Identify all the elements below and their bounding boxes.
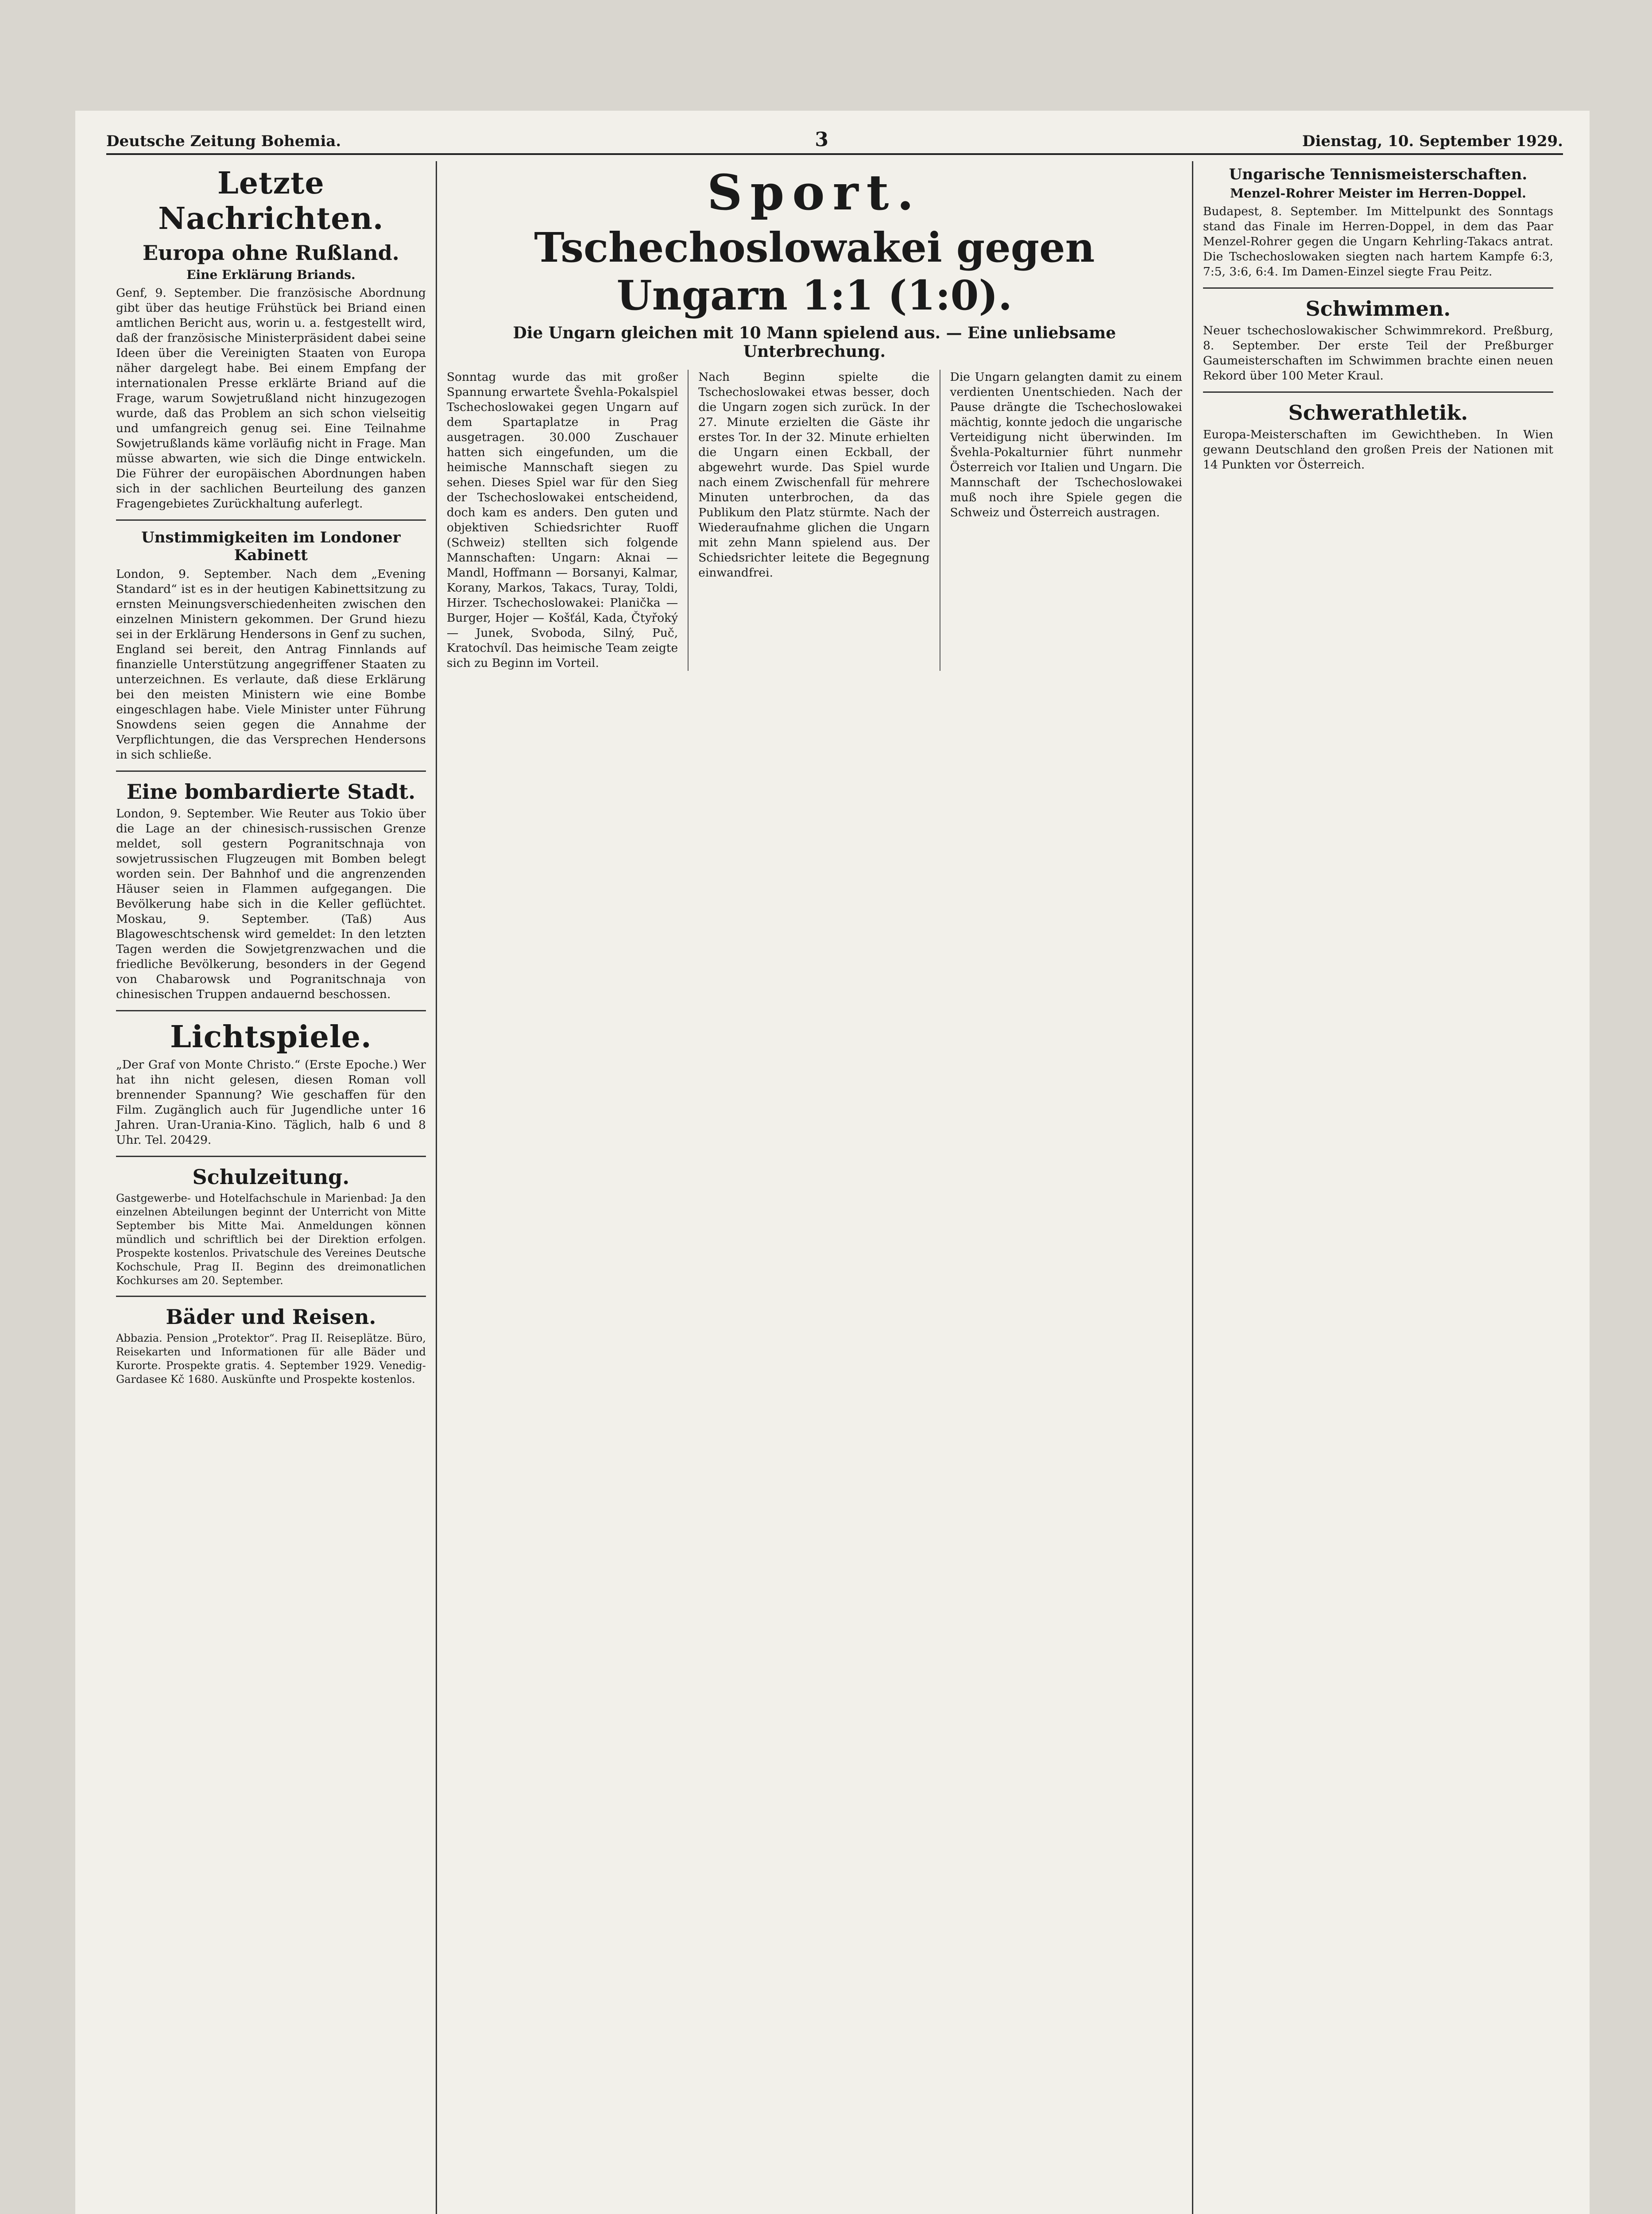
paper-name: Deutsche Zeitung Bohemia. bbox=[106, 132, 341, 150]
school-heading: Schulzeitung. bbox=[192, 1165, 350, 1189]
bombed-city-heading: Eine bombardierte Stadt. bbox=[126, 780, 416, 804]
tennis-subtitle: Menzel-Rohrer Meister im Herren-Doppel. bbox=[1230, 186, 1526, 201]
issue-date: Dienstag, 10. September 1929. bbox=[1302, 132, 1563, 150]
sport-column-3 bbox=[940, 370, 1192, 671]
match-subheadline: Die Ungarn gleichen mit 10 Mann spielend aus. — Eine unliebsame Unterbrechung. bbox=[513, 324, 1116, 361]
weightlifting-heading: Schwerathletik. bbox=[1288, 401, 1468, 425]
newspaper-page bbox=[75, 111, 1590, 2214]
right-column bbox=[1193, 161, 1563, 2214]
tennis-heading: Ungarische Tennismeisterschaften. bbox=[1229, 166, 1528, 183]
page-number: 3 bbox=[815, 128, 828, 151]
sport-column-1 bbox=[437, 370, 689, 671]
match-report-part-2: Nach Beginn spielte die Tschechoslowakei etwas besser, doch die Ungarn zogen sich zurück. In der 27. Minute erzielten die Gäste ihr erstes Tor. In der 32. Minute erhielten die Ungarn einen Eckball, der abgewehrt wurde. Das Spiel wurde nach einem Zwischenfall für mehrere Minuten unterbrochen, da das Publikum den Platz stürmte. Nach der Wiederaufnahme glichen die Ungarn mit zehn Mann spielend aus. Der Schiedsrichter leitete die Begegnung einwandfrei. bbox=[698, 370, 930, 580]
weightlifting-body: Europa-Meisterschaften im Gewichtheben. In Wien gewann Deutschland den großen Preis der Nationen mit 14 Punkten vor Österreich. bbox=[1203, 428, 1553, 472]
sport-heading: Sport. bbox=[707, 164, 922, 221]
tennis-body: Budapest, 8. September. Im Mittelpunkt des Sonntags stand das Finale im Herren-Doppel, in dem das Paar Menzel-Rohrer gegen die Ungarn Kehrling-Takacs antrat. Die Tschechoslowaken siegten nach hartem Kampfe 6:3, 7:5, 3:6, 6:4. Im Damen-Einzel siegte Frau Peitz. bbox=[1203, 205, 1553, 279]
left-column bbox=[106, 161, 437, 2214]
sport-section bbox=[437, 161, 1193, 2214]
cinema-body: „Der Graf von Monte Christo.“ (Erste Epoche.) Wer hat ihn nicht gelesen, diesen Roman voll brennender Spannung? Wie geschaffen für den Film. Zugänglich auch für Jugendliche unter 16 Jahren. Uran-Urania-Kino. Täglich, halb 6 und 8 Uhr. Tel. 20429. bbox=[116, 1058, 426, 1147]
match-report-part-3: Die Ungarn gelangten damit zu einem verdienten Unentschieden. Nach der Pause drängte die Tschechoslowakei mächtig, konnte jedoch die ungarische Verteidigung nicht überwinden. Im Švehla-Pokalturnier führt nunmehr Österreich vor Italien und Ungarn. Die Mannschaft der Tschechoslowakei muß noch ihre Spiele gegen die Schweiz und Österreich austragen. bbox=[950, 370, 1182, 519]
swimming-heading: Schwimmen. bbox=[1305, 297, 1451, 321]
latest-news-kicker: Eine Erklärung Briands. bbox=[186, 267, 356, 282]
baths-heading: Bäder und Reisen. bbox=[166, 1305, 376, 1329]
sport-column-2 bbox=[689, 370, 940, 671]
swimming-body: Neuer tschechoslowakischer Schwimmrekord. Preßburg, 8. September. Der erste Teil der Preßburger Gaumeisterschaften im Schwimmen brachte einen neuen Rekord über 100 Meter Kraul. bbox=[1203, 324, 1553, 383]
baths-body: Abbazia. Pension „Protektor“. Prag II. Reiseplätze. Büro, Reisekarten und Informationen für alle Bäder und Kurorte. Prospekte gratis. 4. September 1929. Venedig-Gardasee Kč 1680. Auskünfte und Prospekte kostenlos. bbox=[116, 1332, 426, 1386]
latest-news-subtitle: Europa ohne Rußland. bbox=[143, 241, 399, 265]
running-head bbox=[106, 128, 1563, 155]
bombed-city-body: London, 9. September. Wie Reuter aus Tokio über die Lage an der chinesisch-russischen Grenze meldet, soll gestern Pogranitschnaja von sowjetrussischen Flugzeugen mit Bomben belegt worden sein. Der Bahnhof und die angrenzenden Häuser seien in Flammen aufgegangen. Die Bevölkerung habe sich in die Keller geflüchtet. Moskau, 9. September. (Taß) Aus Blagoweschtschensk wird gemeldet: In den letzten Tagen werden die Sowjetgrenzwachen und die friedliche Bevölkerung, besonders in der Gegend von Chabarowsk und Pogranitschnaja von chinesischen Truppen andauernd beschossen. bbox=[116, 807, 426, 1001]
match-headline: Tschechoslowakei gegen Ungarn 1:1 (1:0). bbox=[534, 224, 1095, 319]
london-body: London, 9. September. Nach dem „Evening Standard“ ist es in der heutigen Kabinettsitzung zu ernsten Meinungsverschiedenheiten zwischen den einzelnen Ministern gekommen. Der Grund hiezu sei in der Erklärung Hendersons in Genf zu suchen, England sei bereit, den Antrag Finnlands auf finanzielle Unterstützung angegriffener Staaten zu unterzeichnen. Es verlaute, daß diese Erklärung bei den meisten Ministern wie eine Bombe eingeschlagen habe. Viele Minister unter Führung Snowdens seien gegen die Annahme der Verpflichtungen, die das Versprechen Hendersons in sich schließe. bbox=[116, 567, 426, 762]
london-heading: Unstimmigkeiten im Londoner Kabinett bbox=[141, 529, 401, 564]
latest-news-heading: Letzte Nachrichten. bbox=[158, 166, 384, 236]
cinema-heading: Lichtspiele. bbox=[170, 1019, 372, 1055]
school-body: Gastgewerbe- und Hotelfachschule in Marienbad: Ja den einzelnen Abteilungen beginnt der Unterricht von Mitte September bis Mitte Mai. Anmeldungen können mündlich und schriftlich bei der Direktion erfolgen. Prospekte kostenlos. Privatschule des Vereines Deutsche Kochschule, Prag II. Beginn des dreimonatlichen Kochkurses am 20. September. bbox=[116, 1192, 426, 1287]
latest-news-body: Genf, 9. September. Die französische Abordnung gibt über das heutige Frühstück bei Briand einen amtlichen Bericht aus, worin u. a. festgestellt wird, daß der französische Ministerpräsident dabei seine Ideen über die Vereinigten Staaten von Europa näher dargelegt habe. Bei einem Empfang der internationalen Presse erklärte Briand auf die Frage, warum Sowjetrußland nicht hinzugezogen wurde, daß das Problem an sich schon vielseitig und umfangreich genug sei. Eine Teilnahme Sowjetrußlands käme vorläufig nicht in Frage. Man müsse abwarten, wie sich die Dinge entwickeln. Die Führer der europäischen Abordnungen haben sich in der sachlichen Beurteilung des ganzen Fragengebietes Zurückhaltung auferlegt. bbox=[116, 286, 426, 511]
match-report-part-1: Sonntag wurde das mit großer Spannung erwartete Švehla-Pokalspiel Tschechoslowakei gegen Ungarn auf dem Spartaplatze in Prag ausgetragen. 30.000 Zuschauer hatten sich eingefunden, um die heimische Mannschaft siegen zu sehen. Dieses Spiel war für den Sieg der Tschechoslowakei entscheidend, doch kam es anders. Den guten und objektiven Schiedsrichter Ruoff (Schweiz) stellten sich folgende Mannschaften: Ungarn: Aknai — Mandl, Hoffmann — Borsanyi, Kalmar, Korany, Markos, Takacs, Turay, Toldi, Hirzer. Tschechoslowakei: Planička — Burger, Hojer — Košťál, Kada, Čtyřoký — Junek, Svoboda, Silný, Puč, Kratochvíl. Das heimische Team zeigte sich zu Beginn im Vorteil. bbox=[446, 370, 678, 670]
